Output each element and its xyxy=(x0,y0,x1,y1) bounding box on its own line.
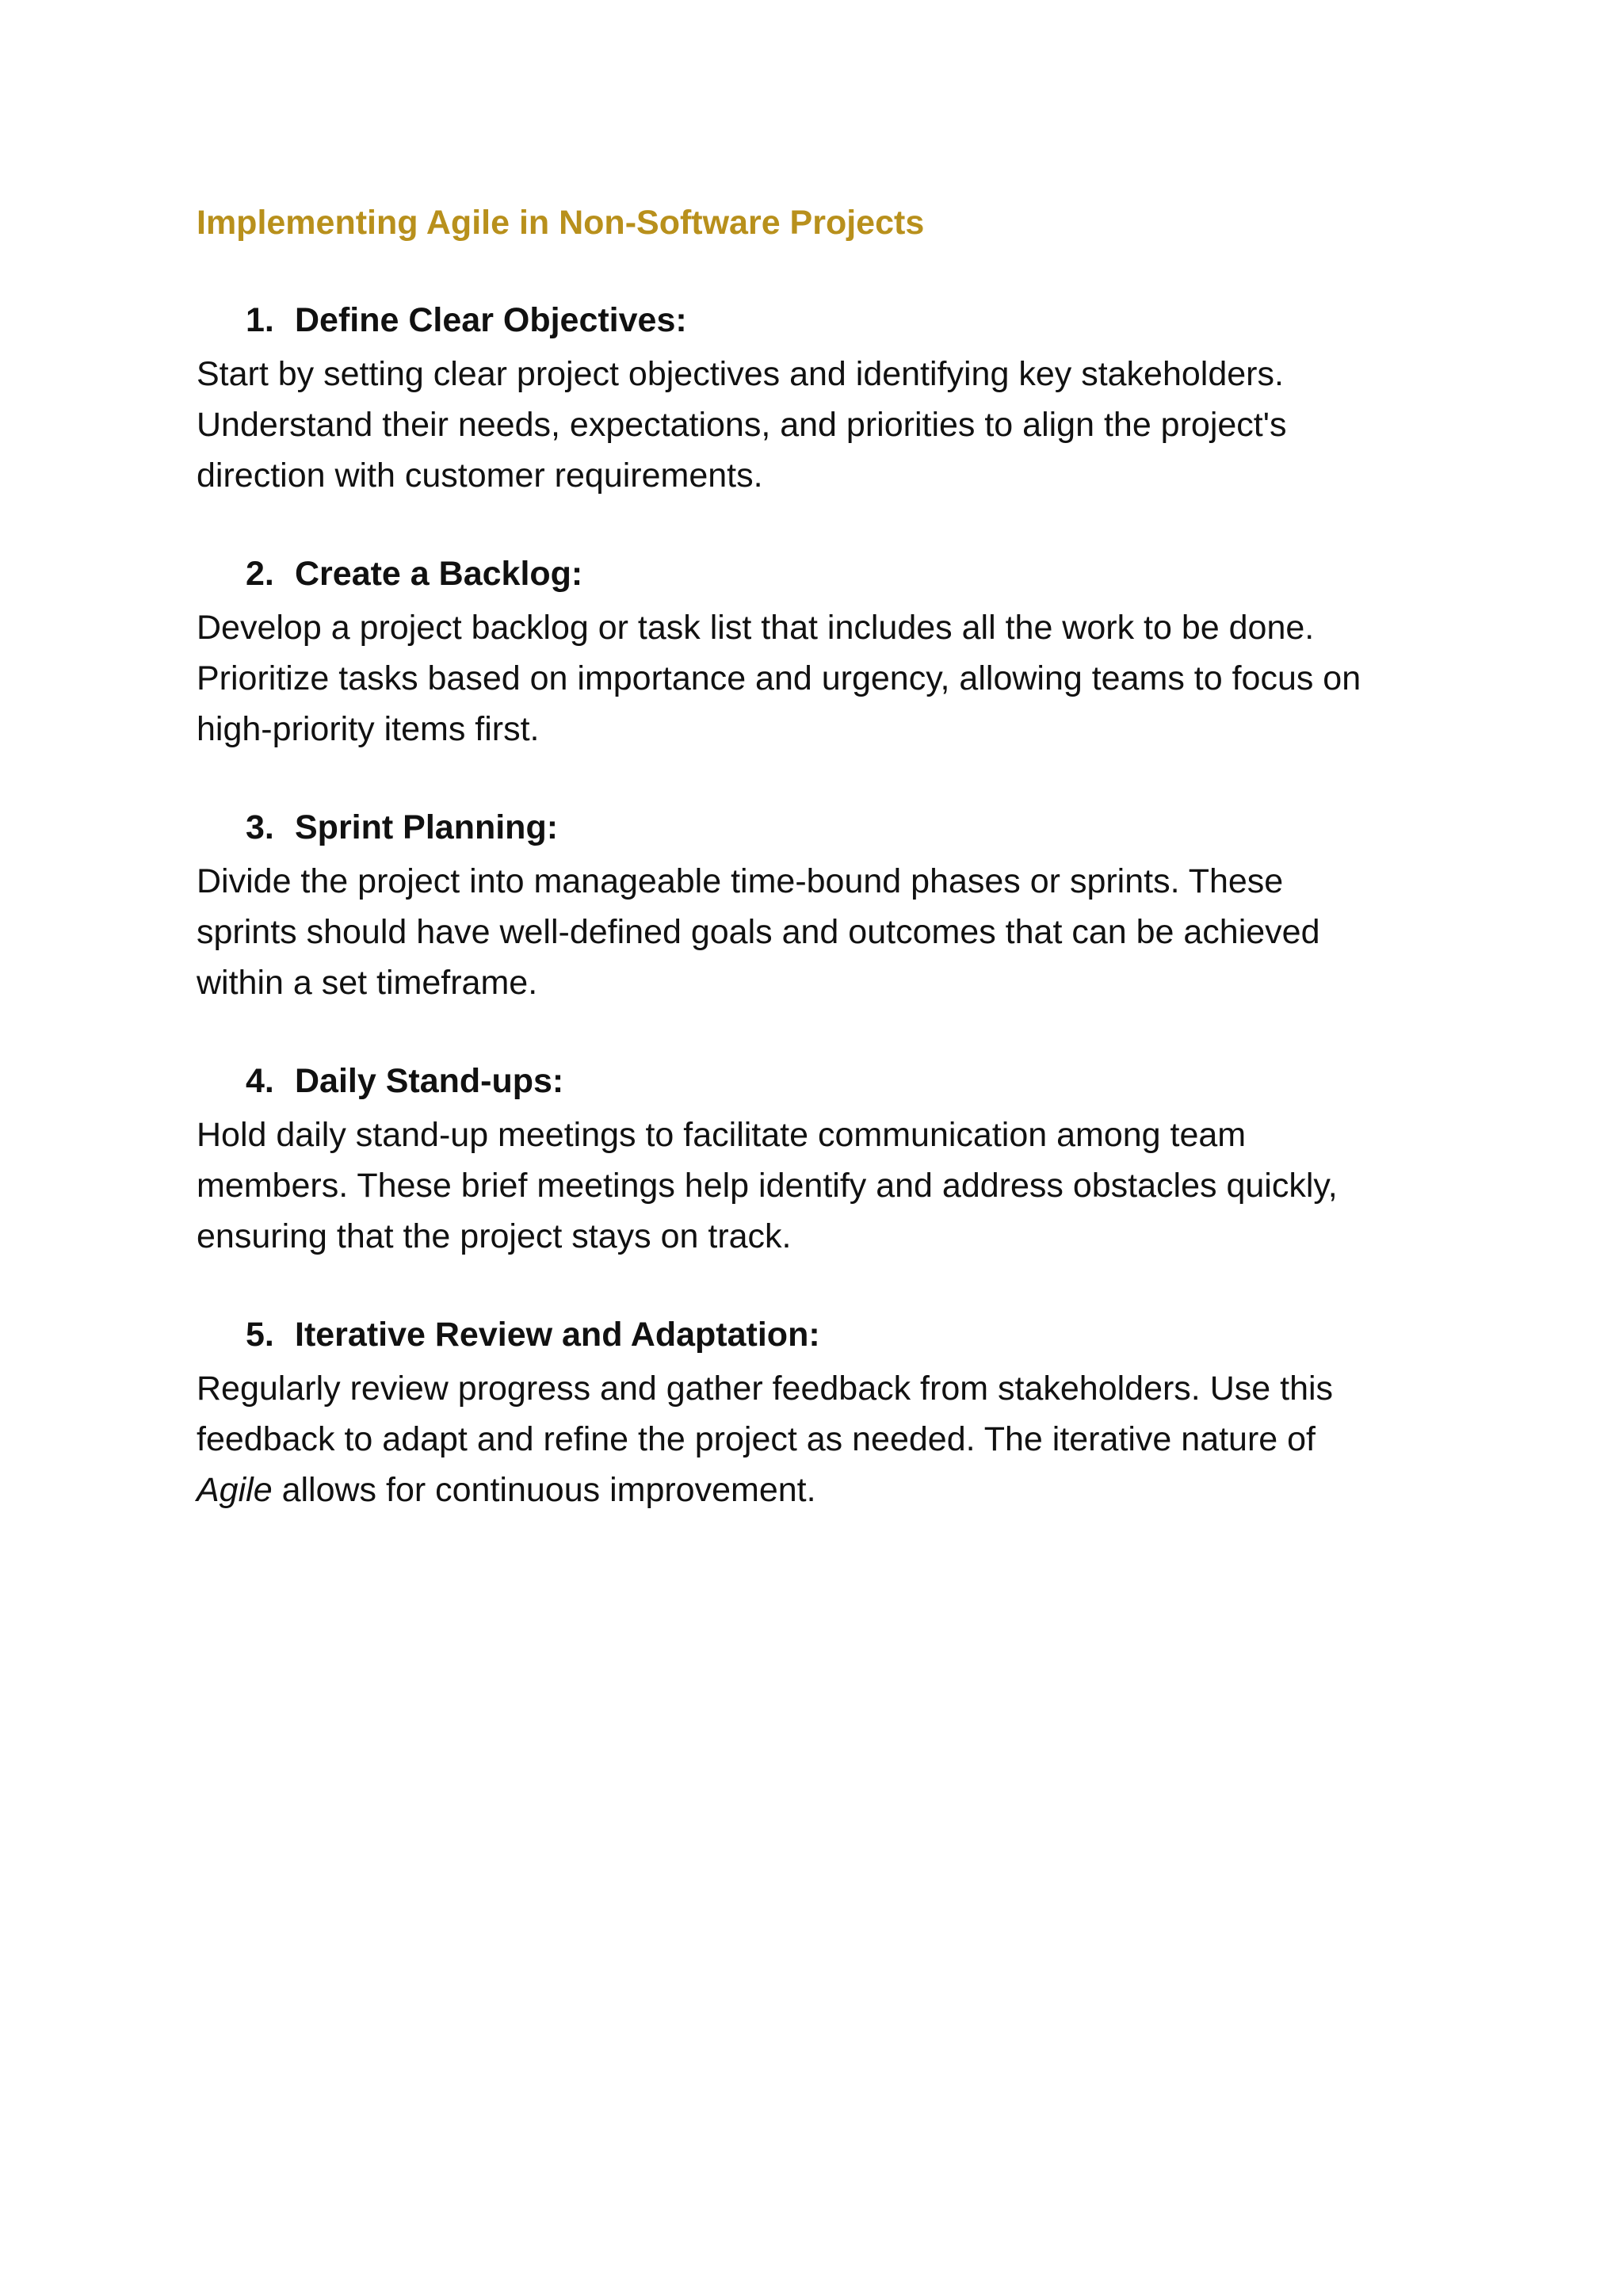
body-line: Understand their needs, expectations, and priorities to align the project's xyxy=(197,406,1287,444)
body-line-rest: allows for continuous improvement. xyxy=(272,1471,816,1509)
body-line: Hold daily stand-up meetings to facilitate communication among team xyxy=(197,1116,1247,1154)
section-body xyxy=(197,1363,1433,1515)
section-heading xyxy=(197,1059,1433,1103)
document-title: Implementing Agile in Non-Software Projects xyxy=(197,204,925,242)
section-number: 2. xyxy=(246,555,274,593)
body-line: Regularly review progress and gather feedback from stakeholders. Use this xyxy=(197,1370,1334,1408)
section-heading xyxy=(197,805,1433,850)
section-create-backlog xyxy=(197,552,1433,755)
section-heading xyxy=(197,1312,1433,1357)
agile-emphasis: Agile xyxy=(197,1471,273,1509)
body-line: Divide the project into manageable time-bound phases or sprints. These xyxy=(197,862,1284,900)
section-body xyxy=(197,349,1433,501)
section-daily-standups xyxy=(197,1059,1433,1262)
body-line: within a set timeframe. xyxy=(197,964,538,1002)
body-line: Start by setting clear project objectives and identifying key stakeholders. xyxy=(197,355,1284,393)
section-number: 5. xyxy=(246,1316,274,1354)
section-number: 4. xyxy=(246,1062,274,1100)
section-define-objectives xyxy=(197,298,1433,501)
body-line: direction with customer requirements. xyxy=(197,457,763,495)
body-line: Develop a project backlog or task list that includes all the work to be done. xyxy=(197,609,1315,647)
body-line: feedback to adapt and refine the project as needed. The iterative nature of xyxy=(197,1420,1316,1458)
section-body xyxy=(197,1110,1433,1262)
body-line: ensuring that the project stays on track. xyxy=(197,1217,792,1255)
section-heading-text: Create a Backlog: xyxy=(295,555,583,593)
section-number: 1. xyxy=(246,301,274,339)
section-sprint-planning xyxy=(197,805,1433,1008)
section-body xyxy=(197,856,1433,1008)
body-line: sprints should have well-defined goals and outcomes that can be achieved xyxy=(197,913,1320,951)
section-heading-text: Sprint Planning: xyxy=(295,808,559,846)
section-heading-text: Define Clear Objectives: xyxy=(295,301,687,339)
section-body xyxy=(197,602,1433,755)
section-iterative-review xyxy=(197,1312,1433,1515)
section-number: 3. xyxy=(246,808,274,846)
section-heading xyxy=(197,298,1433,342)
section-heading-text: Iterative Review and Adaptation: xyxy=(295,1316,820,1354)
body-line: Prioritize tasks based on importance and urgency, allowing teams to focus on xyxy=(197,659,1361,697)
section-heading-text: Daily Stand-ups: xyxy=(295,1062,564,1100)
body-line xyxy=(197,1465,1433,1515)
body-line: members. These brief meetings help identify and address obstacles quickly, xyxy=(197,1167,1338,1205)
body-line: high-priority items first. xyxy=(197,710,540,748)
section-heading xyxy=(197,552,1433,596)
